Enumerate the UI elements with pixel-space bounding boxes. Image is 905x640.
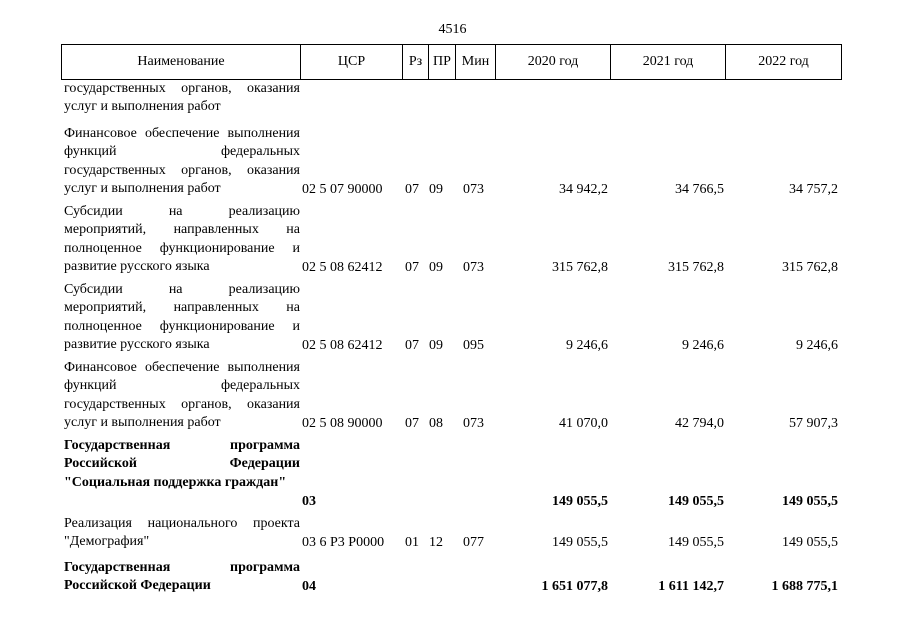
- row-name: Государственная программа Российской Федерации: [64, 560, 300, 594]
- row-min: 095: [463, 337, 484, 353]
- row-csr: 02 5 08 62412: [302, 337, 383, 353]
- header-rz: Рз: [402, 45, 428, 79]
- table-row: [0, 80, 905, 117]
- row-rz: 01: [405, 534, 419, 550]
- row-2021: 315 762,8: [668, 259, 724, 275]
- row-name: Государственная программа Российской Федерации "Социальная поддержка граждан": [64, 438, 300, 490]
- row-pr: 12: [429, 534, 443, 550]
- table-row: [0, 203, 905, 277]
- row-name: Субсидии на реализацию мероприятий, направленных на полноценное функционирование и развитие русского языка: [64, 204, 300, 275]
- table-row: [0, 515, 905, 552]
- row-name: Финансовое обеспечение выполнения функций федеральных государственных органов, оказания услуг и выполнения работ: [64, 126, 300, 197]
- row-2022: 149 055,5: [782, 493, 838, 509]
- header-pr: ПР: [428, 45, 455, 79]
- row-csr: 03 6 P3 P0000: [302, 534, 385, 550]
- row-csr: 02 5 07 90000: [302, 181, 383, 197]
- row-pr: 09: [429, 259, 443, 275]
- row-2022: 57 907,3: [789, 415, 838, 431]
- row-2020: 9 246,6: [566, 337, 608, 353]
- row-2022: 9 246,6: [796, 337, 838, 353]
- row-name: Субсидии на реализацию мероприятий, направленных на полноценное функционирование и развитие русского языка: [64, 282, 300, 353]
- row-rz: 07: [405, 415, 419, 431]
- row-2020: 1 651 077,8: [541, 578, 608, 594]
- row-2021: 149 055,5: [668, 534, 724, 550]
- table-row: [0, 559, 905, 596]
- row-2020: 34 942,2: [559, 181, 608, 197]
- row-2022: 315 762,8: [782, 259, 838, 275]
- row-2020: 41 070,0: [559, 415, 608, 431]
- row-2021: 42 794,0: [675, 415, 724, 431]
- table-row: [0, 125, 905, 199]
- row-2022: 149 055,5: [782, 534, 838, 550]
- row-2020: 149 055,5: [552, 534, 608, 550]
- row-min: 073: [463, 415, 484, 431]
- table-row: [0, 359, 905, 433]
- header-name: Наименование: [137, 54, 225, 69]
- row-2021: 149 055,5: [668, 493, 724, 509]
- header-csr: ЦСР: [300, 45, 402, 79]
- row-pr: 09: [429, 181, 443, 197]
- row-2022: 1 688 775,1: [771, 578, 838, 594]
- table-row: [0, 281, 905, 355]
- row-csr: 02 5 08 62412: [302, 259, 383, 275]
- header-min: Мин: [455, 45, 495, 79]
- row-2021: 9 246,6: [682, 337, 724, 353]
- row-2022: 34 757,2: [789, 181, 838, 197]
- row-csr: 04: [302, 578, 316, 594]
- row-pr: 08: [429, 415, 443, 431]
- header-2022: 2022 год: [725, 45, 841, 79]
- row-2021: 1 611 142,7: [658, 578, 724, 594]
- row-name: государственных органов, оказания услуг и выполнения работ: [64, 81, 300, 115]
- row-min: 073: [463, 259, 484, 275]
- row-pr: 09: [429, 337, 443, 353]
- row-min: 073: [463, 181, 484, 197]
- header-2020: 2020 год: [495, 45, 610, 79]
- row-csr: 03: [302, 493, 316, 509]
- row-2021: 34 766,5: [675, 181, 724, 197]
- row-2020: 315 762,8: [552, 259, 608, 275]
- row-rz: 07: [405, 337, 419, 353]
- row-csr: 02 5 08 90000: [302, 415, 383, 431]
- header-2021: 2021 год: [610, 45, 725, 79]
- row-name: Реализация национального проекта "Демография": [64, 516, 300, 550]
- table-row: [0, 437, 905, 511]
- page-number: 4516: [438, 22, 467, 37]
- row-rz: 07: [405, 181, 419, 197]
- row-2020: 149 055,5: [552, 493, 608, 509]
- row-name: Финансовое обеспечение выполнения функций федеральных государственных органов, оказания услуг и выполнения работ: [64, 360, 300, 431]
- table-header: [61, 44, 842, 80]
- row-rz: 07: [405, 259, 419, 275]
- row-min: 077: [463, 534, 484, 550]
